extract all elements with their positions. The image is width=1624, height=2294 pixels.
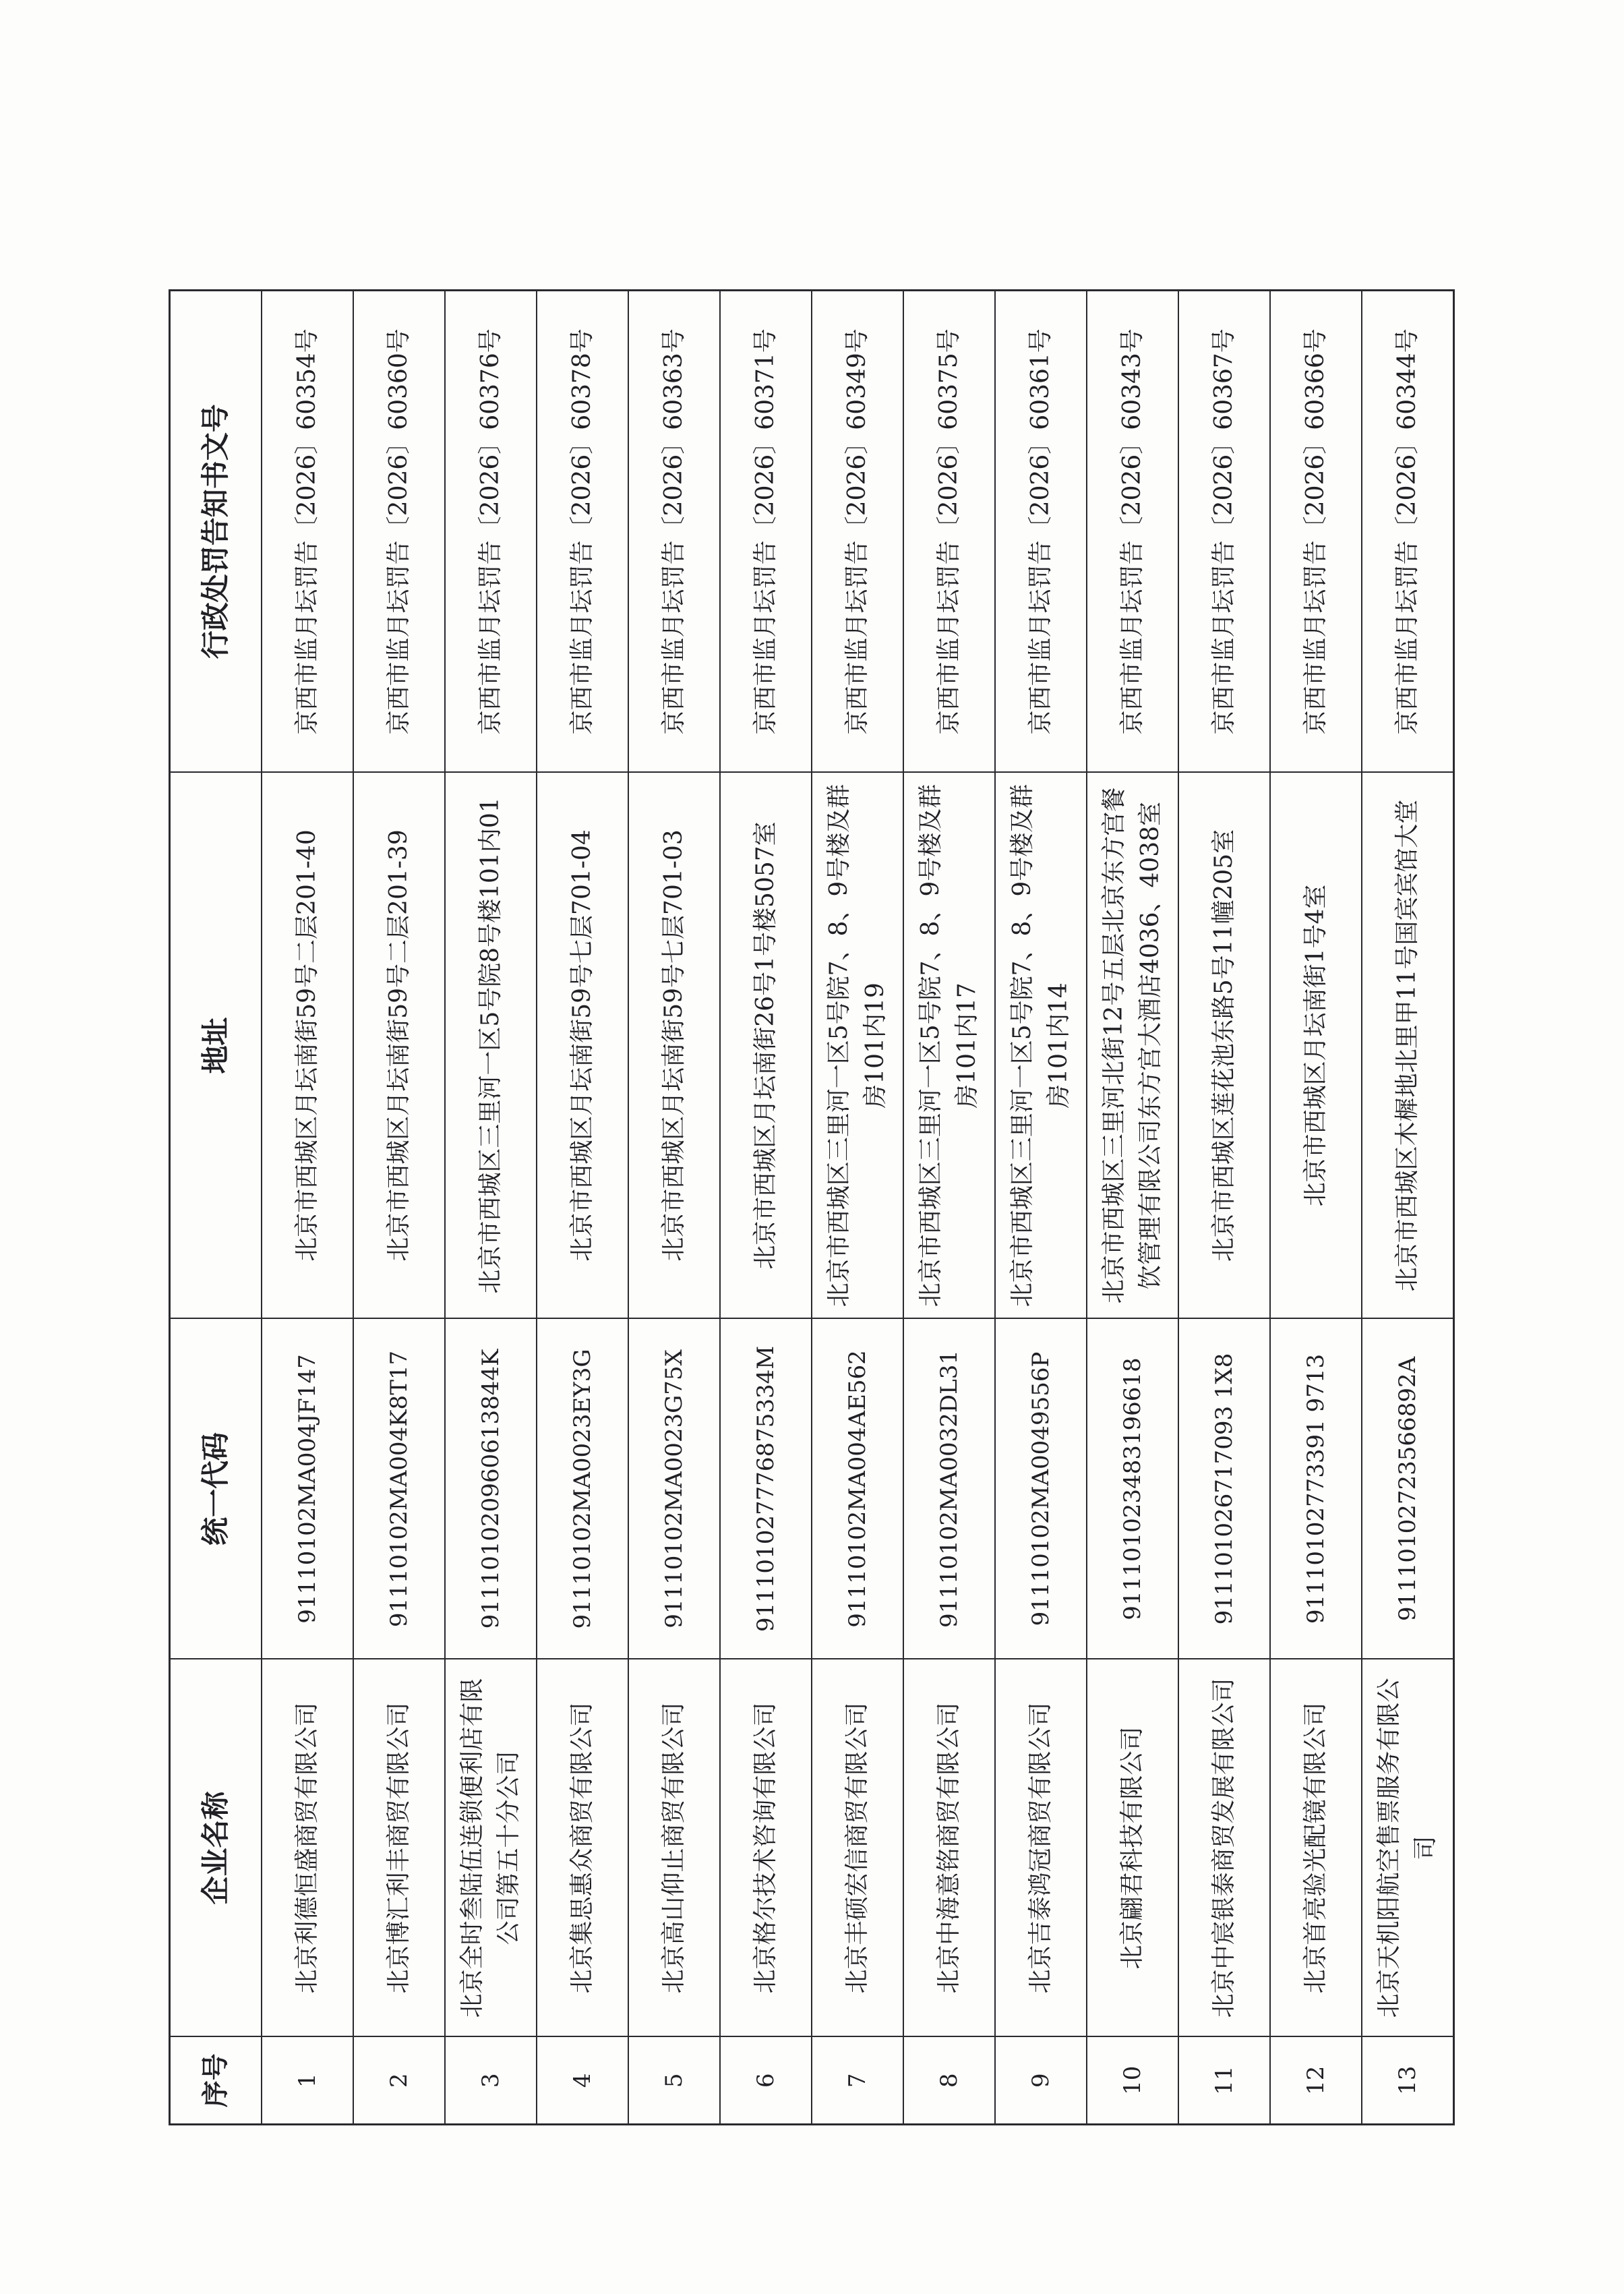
cell-code: 911101027776875334M bbox=[720, 1319, 812, 1659]
table-row bbox=[628, 291, 720, 2125]
table-row bbox=[903, 291, 995, 2125]
table-row bbox=[445, 291, 537, 2125]
cell-seq: 13 bbox=[1362, 2037, 1454, 2125]
table-row bbox=[1087, 291, 1178, 2125]
header-code: 统一代码 bbox=[170, 1319, 262, 1659]
table-row bbox=[1270, 291, 1362, 2125]
cell-doc-no: 京西市监月坛罚告〔2026〕60354号 bbox=[262, 291, 353, 773]
cell-seq: 6 bbox=[720, 2037, 812, 2125]
cell-name: 北京首亮验光配镜有限公司 bbox=[1270, 1659, 1362, 2037]
cell-seq: 9 bbox=[995, 2037, 1087, 2125]
cell-code: 91110102MA0032DL31 bbox=[903, 1319, 995, 1659]
table-row bbox=[1362, 291, 1454, 2125]
cell-doc-no: 京西市监月坛罚告〔2026〕60378号 bbox=[537, 291, 628, 773]
cell-seq: 7 bbox=[812, 2037, 903, 2125]
cell-name: 北京中海意铭商贸有限公司 bbox=[903, 1659, 995, 2037]
cell-doc-no: 京西市监月坛罚告〔2026〕60371号 bbox=[720, 291, 812, 773]
table-row bbox=[353, 291, 445, 2125]
cell-seq: 4 bbox=[537, 2037, 628, 2125]
cell-address: 北京市西城区月坛南街26号1号楼5057室 bbox=[720, 773, 812, 1319]
cell-code: 91110102MA004K8T17 bbox=[353, 1319, 445, 1659]
table-row bbox=[720, 291, 812, 2125]
cell-address: 北京市西城区月坛南街1号4室 bbox=[1270, 773, 1362, 1319]
cell-code: 91110102773391 9713 bbox=[1270, 1319, 1362, 1659]
cell-code: 911101023483196618 bbox=[1087, 1319, 1178, 1659]
cell-address: 北京市西城区莲花池东路5号11幢205室 bbox=[1178, 773, 1270, 1319]
cell-seq: 5 bbox=[628, 2037, 720, 2125]
table-row bbox=[262, 291, 353, 2125]
cell-address: 北京市西城区三里河一区5号院7、8、9号楼及群房101内14 bbox=[995, 773, 1087, 1319]
cell-name: 北京高山仰止商贸有限公司 bbox=[628, 1659, 720, 2037]
cell-code: 91110102MA004JF147 bbox=[262, 1319, 353, 1659]
cell-doc-no: 京西市监月坛罚告〔2026〕60375号 bbox=[903, 291, 995, 773]
cell-name: 北京集思惠众商贸有限公司 bbox=[537, 1659, 628, 2037]
cell-name: 北京中宸银泰商贸发展有限公司 bbox=[1178, 1659, 1270, 2037]
cell-doc-no: 京西市监月坛罚告〔2026〕60367号 bbox=[1178, 291, 1270, 773]
table-row bbox=[812, 291, 903, 2125]
cell-name: 北京博汇利丰商贸有限公司 bbox=[353, 1659, 445, 2037]
cell-doc-no: 京西市监月坛罚告〔2026〕60344号 bbox=[1362, 291, 1454, 773]
cell-name: 北京吉泰鸿冠商贸有限公司 bbox=[995, 1659, 1087, 2037]
cell-address: 北京市西城区月坛南街59号七层701-04 bbox=[537, 773, 628, 1319]
cell-doc-no: 京西市监月坛罚告〔2026〕60363号 bbox=[628, 291, 720, 773]
cell-code: 91110102MA0023G75X bbox=[628, 1319, 720, 1659]
cell-seq: 1 bbox=[262, 2037, 353, 2125]
table-header-row bbox=[170, 291, 262, 2125]
rotated-table-container bbox=[169, 291, 1443, 2125]
cell-name: 北京利德恒盛商贸有限公司 bbox=[262, 1659, 353, 2037]
cell-name: 北京丰硕宏信商贸有限公司 bbox=[812, 1659, 903, 2037]
cell-name: 北京全时叁陆伍连锁便利店有限公司第五十分公司 bbox=[445, 1659, 537, 2037]
cell-name: 北京格尔技术咨询有限公司 bbox=[720, 1659, 812, 2037]
cell-doc-no: 京西市监月坛罚告〔2026〕60343号 bbox=[1087, 291, 1178, 773]
cell-code: 911101026717093 1X8 bbox=[1178, 1319, 1270, 1659]
cell-seq: 8 bbox=[903, 2037, 995, 2125]
cell-seq: 3 bbox=[445, 2037, 537, 2125]
table-row bbox=[995, 291, 1087, 2125]
header-name: 企业名称 bbox=[170, 1659, 262, 2037]
cell-seq: 10 bbox=[1087, 2037, 1178, 2125]
cell-code: 91110102MA004AE562 bbox=[812, 1319, 903, 1659]
header-doc-no: 行政处罚告知书文号 bbox=[170, 291, 262, 773]
cell-address: 北京市西城区木樨地北里甲11号国宾宾馆大堂 bbox=[1362, 773, 1454, 1319]
cell-address: 北京市西城区三里河一区5号院8号楼101内01 bbox=[445, 773, 537, 1319]
table-row bbox=[1178, 291, 1270, 2125]
header-seq: 序号 bbox=[170, 2037, 262, 2125]
cell-doc-no: 京西市监月坛罚告〔2026〕60361号 bbox=[995, 291, 1087, 773]
cell-seq: 12 bbox=[1270, 2037, 1362, 2125]
cell-doc-no: 京西市监月坛罚告〔2026〕60360号 bbox=[353, 291, 445, 773]
cell-address: 北京市西城区月坛南街59号二层201-40 bbox=[262, 773, 353, 1319]
cell-code: 91110102723566892A bbox=[1362, 1319, 1454, 1659]
cell-doc-no: 京西市监月坛罚告〔2026〕60349号 bbox=[812, 291, 903, 773]
cell-seq: 11 bbox=[1178, 2037, 1270, 2125]
cell-code: 911101020960613844K bbox=[445, 1319, 537, 1659]
cell-name: 北京天机阳航空售票服务有限公司 bbox=[1362, 1659, 1454, 2037]
cell-address: 北京市西城区月坛南街59号二层201-39 bbox=[353, 773, 445, 1319]
cell-code: 91110102MA0049556P bbox=[995, 1319, 1087, 1659]
penalty-notice-table bbox=[169, 289, 1455, 2125]
cell-code: 91110102MA0023EY3G bbox=[537, 1319, 628, 1659]
cell-doc-no: 京西市监月坛罚告〔2026〕60366号 bbox=[1270, 291, 1362, 773]
cell-name: 北京翩君科技有限公司 bbox=[1087, 1659, 1178, 2037]
table-row bbox=[537, 291, 628, 2125]
cell-address: 北京市西城区三里河一区5号院7、8、9号楼及群房101内17 bbox=[903, 773, 995, 1319]
cell-seq: 2 bbox=[353, 2037, 445, 2125]
cell-address: 北京市西城区三里河一区5号院7、8、9号楼及群房101内19 bbox=[812, 773, 903, 1319]
header-address: 地址 bbox=[170, 773, 262, 1319]
cell-address: 北京市西城区三里河北街12号五层北京东方宫餐饮管理有限公司东方宫大酒店4036、4038室 bbox=[1087, 773, 1178, 1319]
cell-address: 北京市西城区月坛南街59号七层701-03 bbox=[628, 773, 720, 1319]
cell-doc-no: 京西市监月坛罚告〔2026〕60376号 bbox=[445, 291, 537, 773]
